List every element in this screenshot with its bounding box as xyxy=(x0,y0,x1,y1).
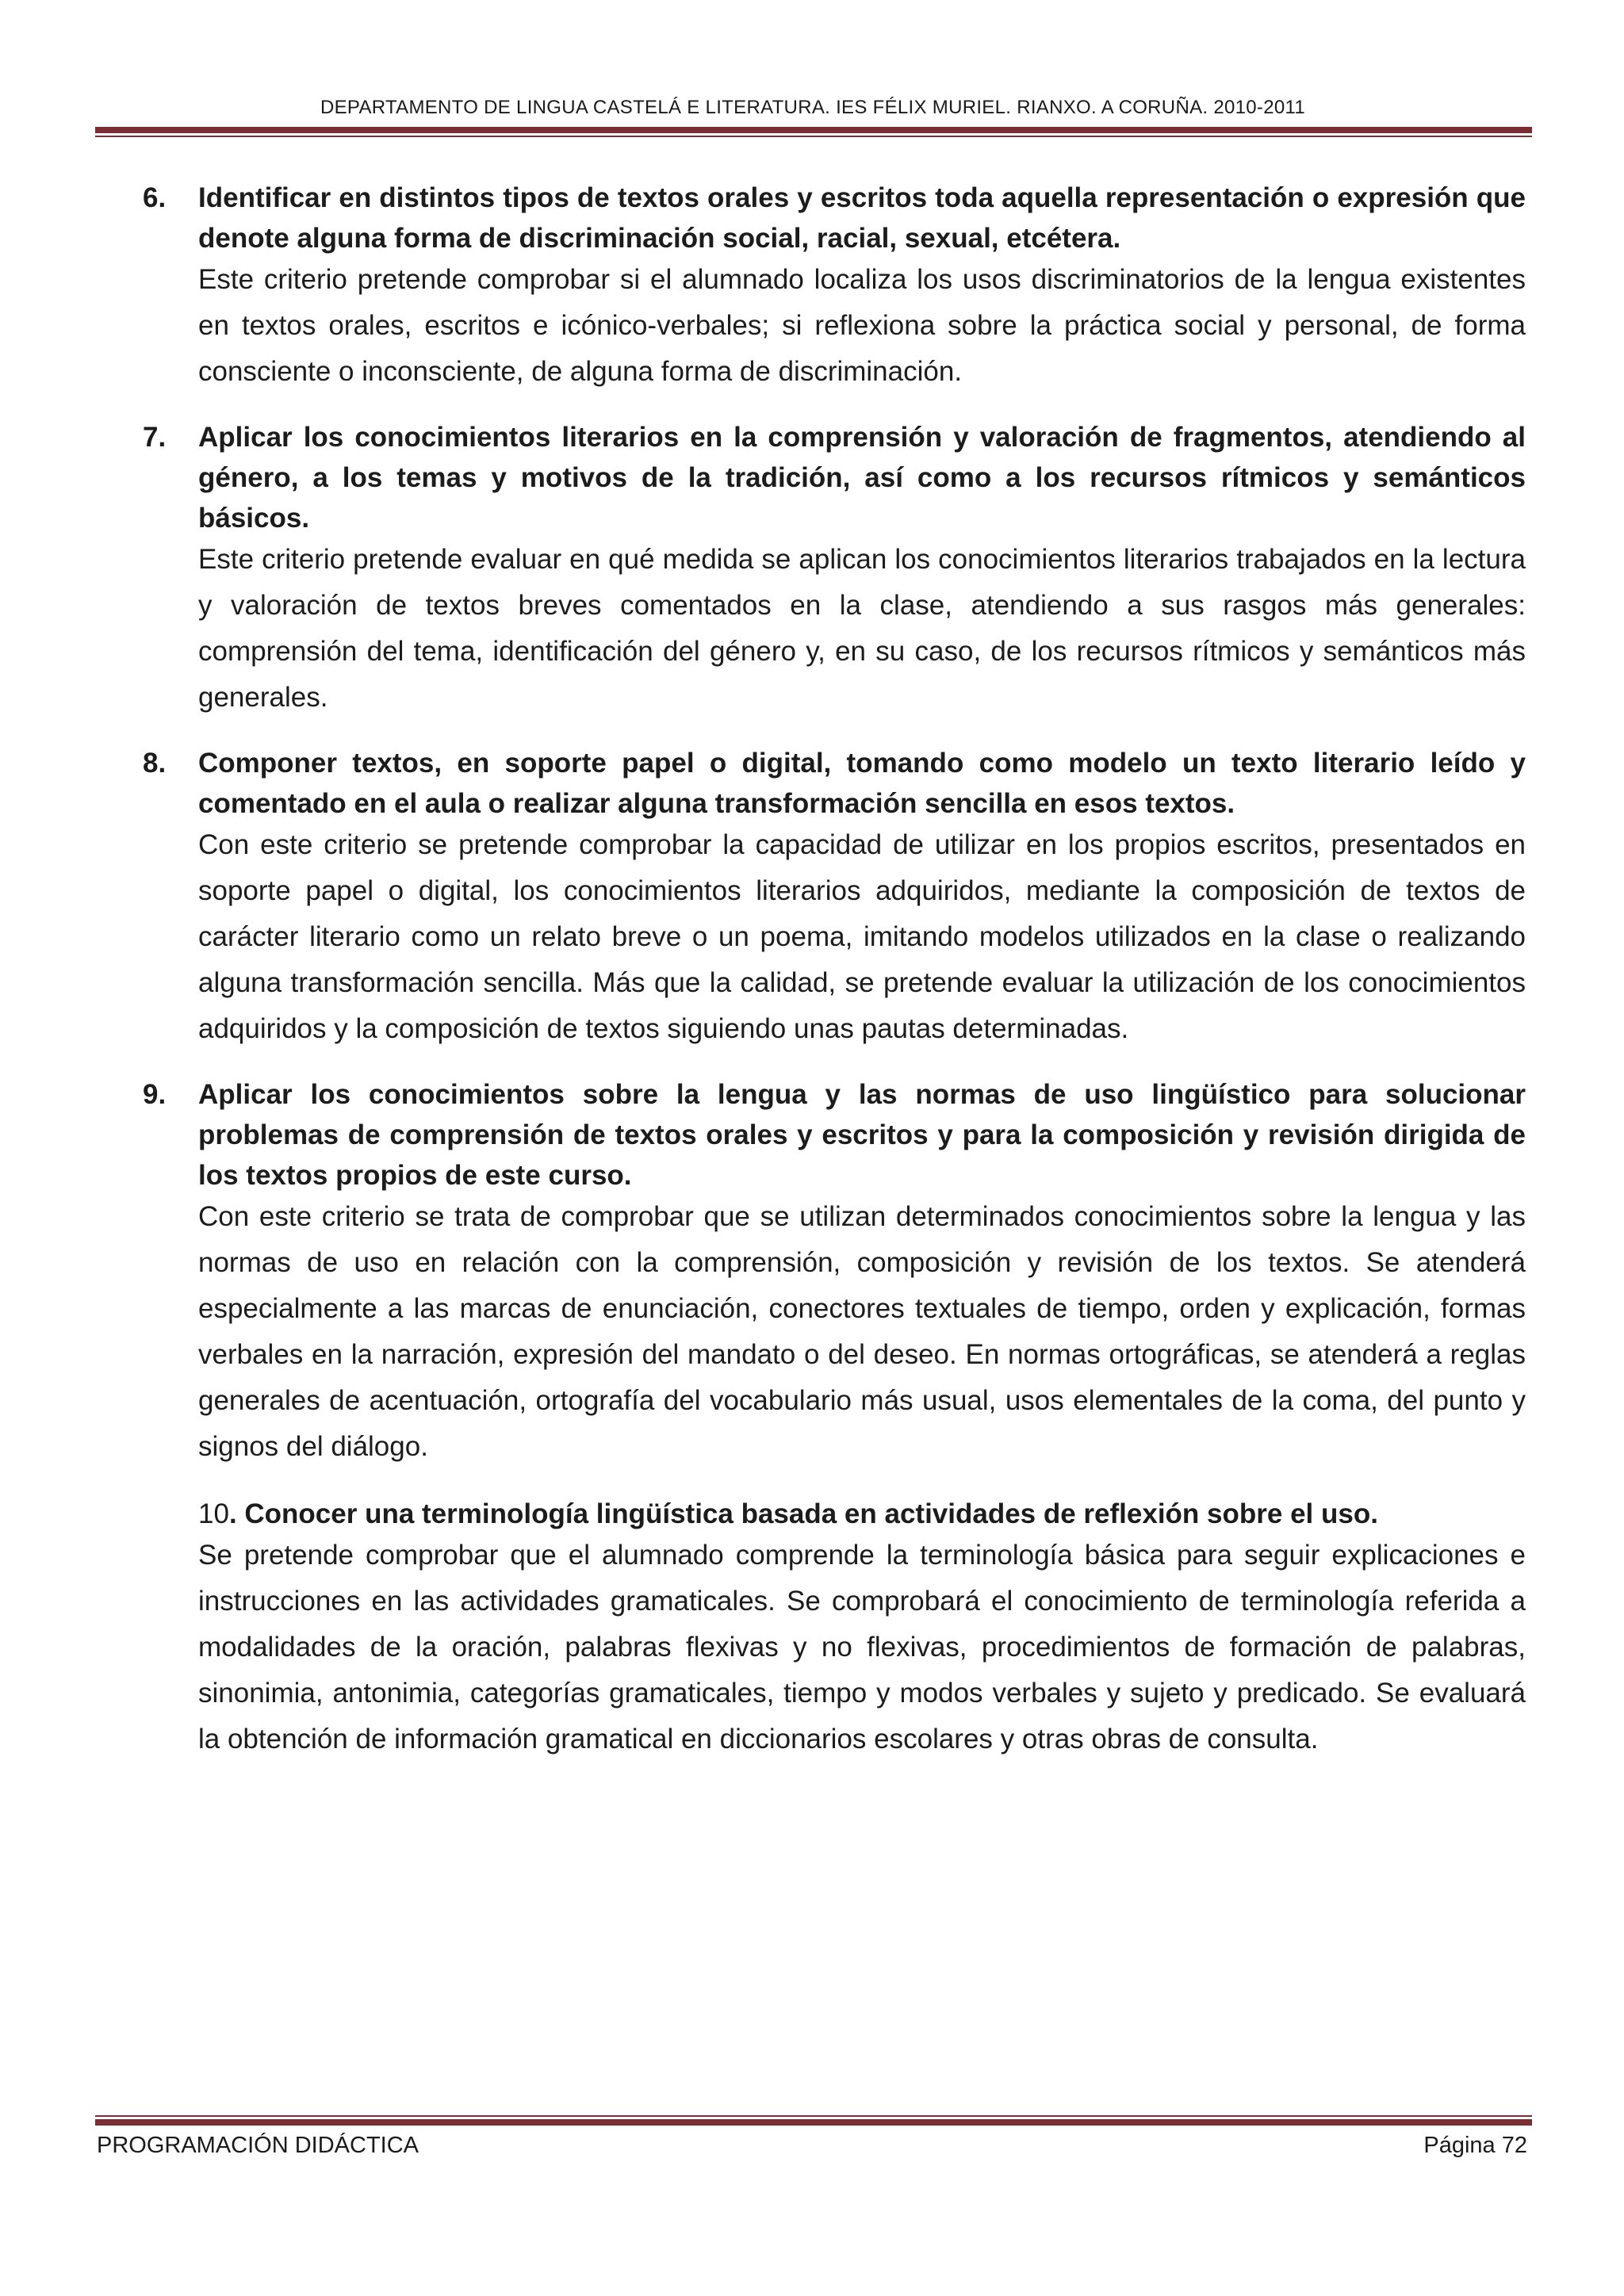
criterion-description: Este criterio pretende comprobar si el alumnado localiza los usos discriminatorios de la lengua existentes en textos orales, escritos e icónico-verbales; si reflexiona sobre la práctica social y personal, de forma consciente o inconsciente, de alguna forma de discriminación. xyxy=(198,264,1526,387)
criterion-number: 8. xyxy=(143,748,167,779)
footer-rule-thick xyxy=(95,2119,1532,2126)
document-body xyxy=(143,178,1526,1785)
criterion-number: 6. xyxy=(143,182,167,213)
criterion-7 xyxy=(143,417,1526,721)
page-header: DEPARTAMENTO DE LINGUA CASTELÁ E LITERATURA. IES FÉLIX MURIEL. RIANXO. A CORUÑA. 2010-2011 xyxy=(320,97,1306,118)
criterion-number: 10 xyxy=(198,1498,229,1529)
criterion-title-text: . Conocer una terminología lingüística basada en actividades de reflexión sobre el uso. xyxy=(228,1498,1378,1529)
footer-document-title: PROGRAMACIÓN DIDÁCTICA xyxy=(97,2133,419,2158)
criterion-title: Aplicar los conocimientos sobre la lengua y las normas de uso lingüístico para solucionar problemas de comprensión de textos orales y escritos y para la composición y revisión dirigida de los textos propios de este curso. xyxy=(198,1079,1526,1191)
criterion-8 xyxy=(143,743,1526,1052)
header-rule-thick xyxy=(95,127,1532,133)
criterion-6 xyxy=(143,178,1526,395)
criterion-description: Con este criterio se trata de comprobar que se utilizan determinados conocimientos sobre la lengua y las normas de uso en relación con la comprensión, composición y revisión de los textos. Se atenderá especialmente a las marcas de enunciación, conectores textuales de tiempo, orden y explicación, formas verbales en la narración, expresión del mandato o del deseo. En normas ortográficas, se atenderá a reglas generales de acentuación, ortografía del vocabulario más usual, usos elementales de la coma, del punto y signos del diálogo. xyxy=(198,1201,1526,1462)
footer-rule xyxy=(95,2115,1532,2126)
criterion-10 xyxy=(143,1494,1526,1762)
footer-page-number: Página 72 xyxy=(1423,2133,1527,2158)
criterion-description: Con este criterio se pretende comprobar la capacidad de utilizar en los propios escritos, presentados en soporte papel o digital, los conocimientos literarios adquiridos, mediante la composición de textos de carácter literario como un relato breve o un poema, imitando modelos utilizados en la clase o realizando alguna transformación sencilla. Más que la calidad, se pretende evaluar la utilización de los conocimientos adquiridos y la composición de textos siguiendo unas pautas determinadas. xyxy=(198,829,1526,1044)
criterion-title: Identificar en distintos tipos de textos orales y escritos toda aquella representación o expresión que denote alguna forma de discriminación social, racial, sexual, etcétera. xyxy=(198,182,1526,254)
criterion-description: Este criterio pretende evaluar en qué medida se aplican los conocimientos literarios trabajados en la lectura y valoración de textos breves comentados en la clase, atendiendo a sus rasgos más generales: comprensión del tema, identificación del género y, en su caso, de los recursos rítmicos y semánticos más generales. xyxy=(198,544,1526,713)
criterion-9 xyxy=(143,1074,1526,1470)
criterion-number: 7. xyxy=(143,422,167,453)
criterion-number: 9. xyxy=(143,1079,167,1110)
criterion-title: Componer textos, en soporte papel o digital, tomando como modelo un texto literario leído y comentado en el aula o realizar alguna transformación sencilla en esos textos. xyxy=(198,748,1526,819)
criterion-description: Se pretende comprobar que el alumnado comprende la terminología básica para seguir explicaciones e instrucciones en las actividades gramaticales. Se comprobará el conocimiento de terminología referida a modalidades de la oración, palabras flexivas y no flexivas, procedimientos de formación de palabras, sinonimia, antonimia, categorías gramaticales, tiempo y modos verbales y sujeto y predicado. Se evaluará la obtención de información gramatical en diccionarios escolares y otras obras de consulta. xyxy=(198,1540,1526,1755)
criterion-title: Aplicar los conocimientos literarios en la comprensión y valoración de fragmentos, atendiendo al género, a los temas y motivos de la tradición, así como a los recursos rítmicos y semánticos básicos. xyxy=(198,422,1526,534)
header-rule xyxy=(95,127,1532,137)
criterion-title xyxy=(198,1494,1526,1534)
footer-rule-thin xyxy=(95,2115,1532,2117)
header-rule-thin xyxy=(95,136,1532,137)
